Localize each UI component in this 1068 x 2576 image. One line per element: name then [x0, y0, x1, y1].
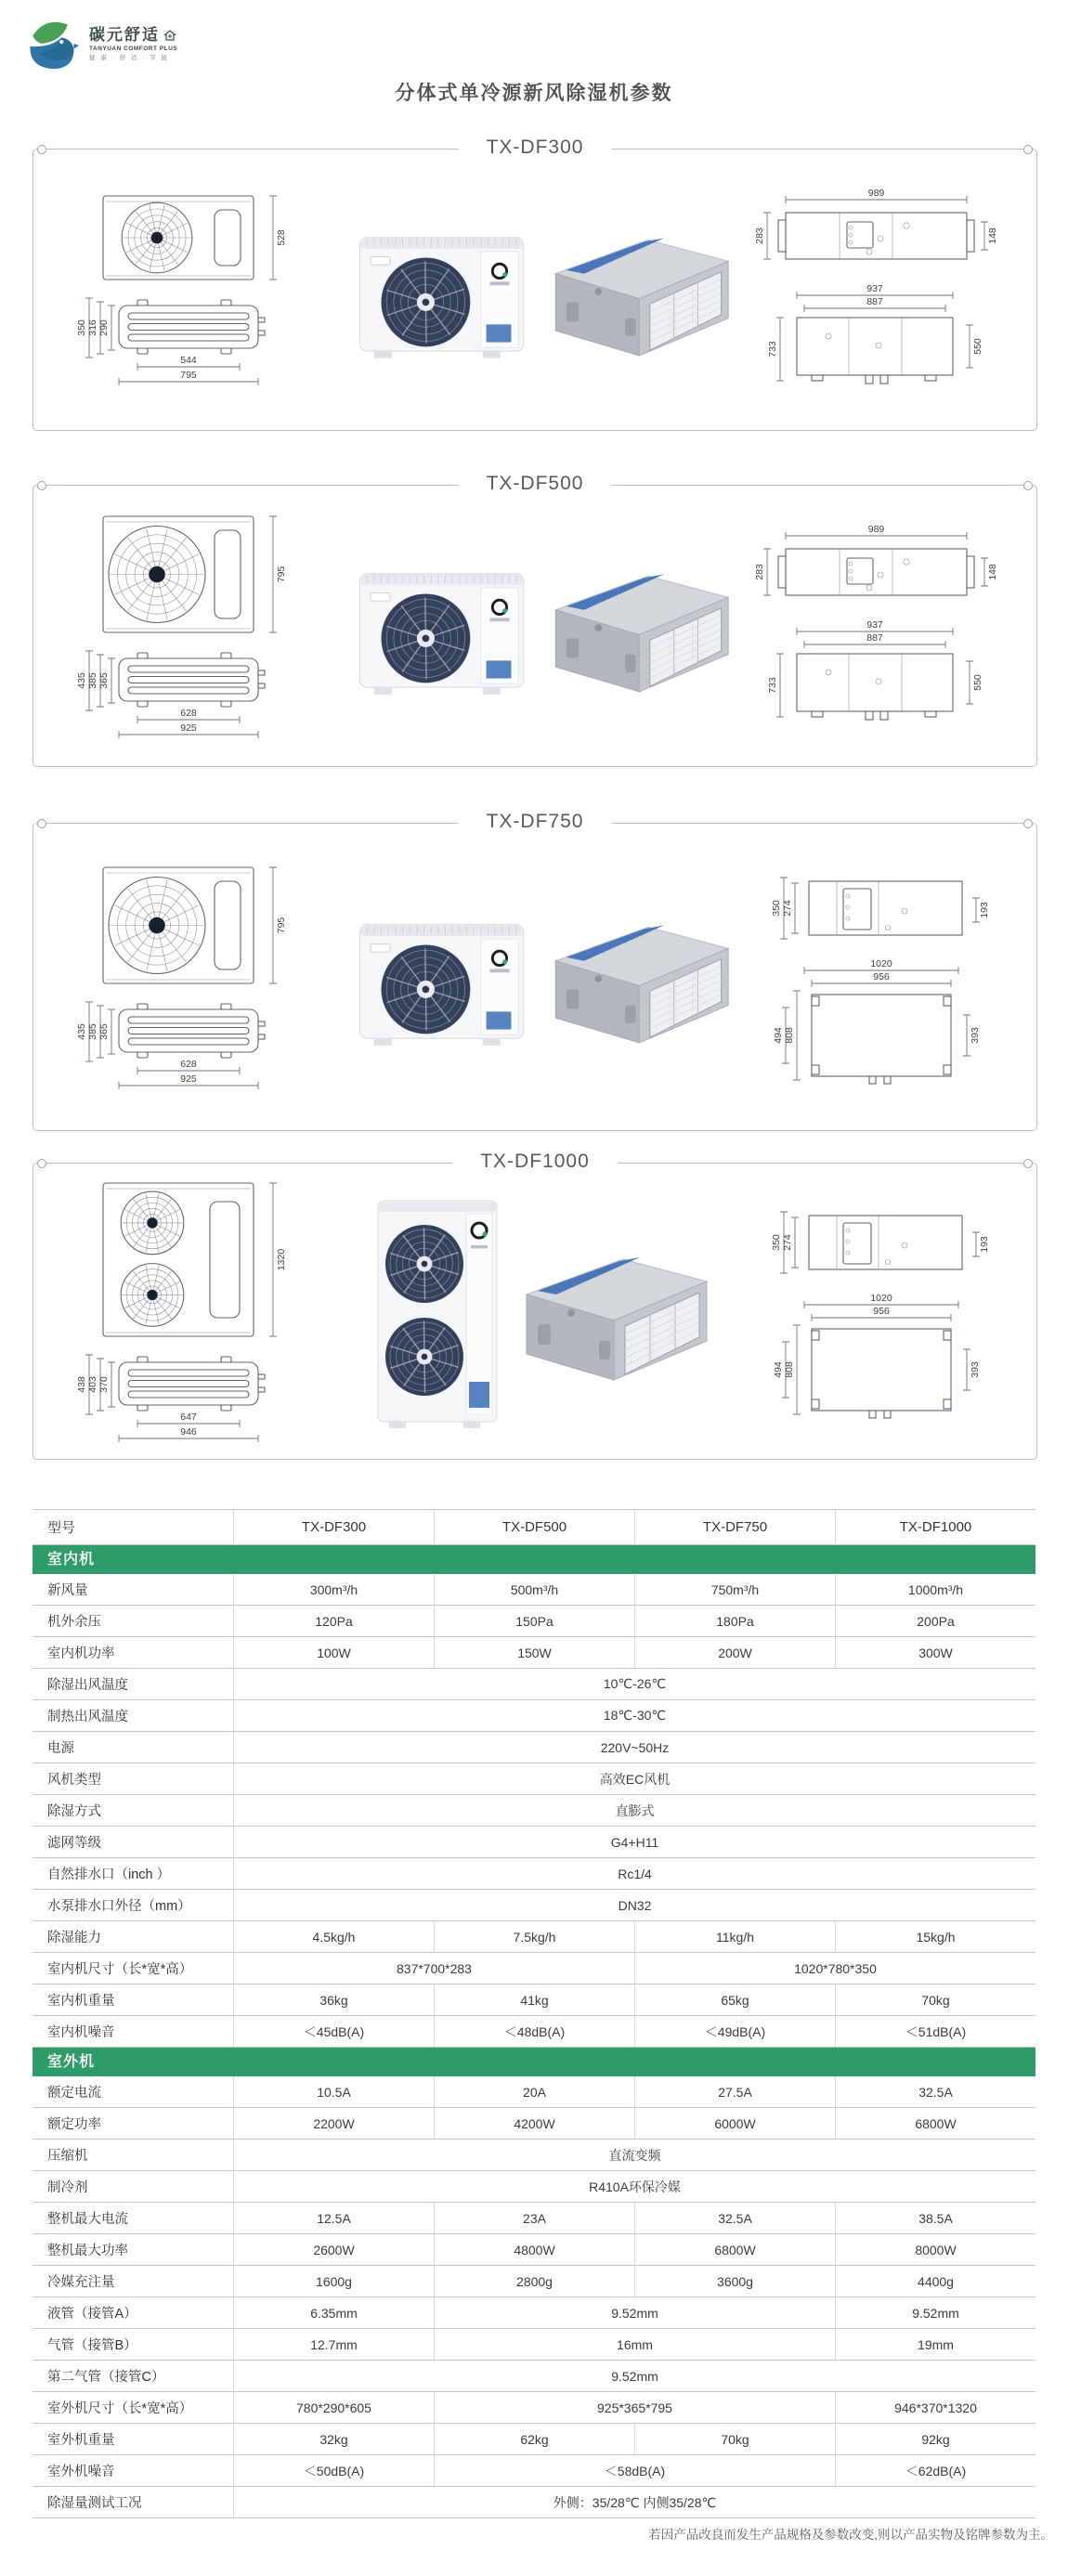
section-title: TX-DF300 — [459, 137, 612, 159]
table-row — [33, 2361, 1035, 2392]
svg-text:350: 350 — [771, 900, 782, 917]
product-photos — [349, 1191, 739, 1431]
row-label: 除湿方式 — [47, 1804, 101, 1819]
table-cell: 8000W — [835, 2234, 1035, 2265]
product-section-tx-df1000 — [33, 1151, 1037, 1460]
brand-tagline: 健 康 · 舒 适 · 节 能 — [89, 54, 169, 61]
table-cell: 2800g — [434, 2266, 634, 2296]
table-row — [33, 2392, 1035, 2424]
row-label: 液管（接管A） — [47, 2307, 137, 2322]
outdoor-drawings — [33, 189, 349, 391]
table-cell: 19mm — [835, 2329, 1035, 2360]
table-cell: 780*290*605 — [233, 2392, 434, 2423]
title-ornament-right — [1023, 145, 1033, 154]
table-cell: 外侧：35/28℃ 内侧35/28℃ — [233, 2487, 1035, 2517]
brand-name: 碳元舒适 — [89, 26, 160, 45]
svg-text:1320: 1320 — [276, 1248, 287, 1270]
header-logo — [22, 15, 177, 72]
section-title: TX-DF500 — [459, 473, 612, 495]
table-cell: 120Pa — [233, 1606, 434, 1636]
indoor-unit-photo — [540, 548, 739, 704]
table-cell: 925*365*795 — [434, 2392, 835, 2423]
table-cell: 3600g — [634, 2266, 835, 2296]
table-cell: 直膨式 — [233, 1795, 1035, 1826]
product-section-tx-df300 — [33, 137, 1037, 431]
svg-text:365: 365 — [98, 671, 110, 689]
table-row — [33, 2108, 1035, 2140]
table-cell: 15kg/h — [835, 1921, 1035, 1952]
svg-text:494: 494 — [773, 1361, 784, 1378]
indoor-drawings — [739, 523, 1018, 730]
svg-text:193: 193 — [979, 1236, 990, 1253]
svg-text:946: 946 — [180, 1425, 197, 1438]
table-cell: 946*370*1320 — [835, 2392, 1035, 2423]
svg-text:393: 393 — [970, 1027, 981, 1044]
svg-text:1020: 1020 — [870, 1294, 892, 1304]
row-label: 机外余压 — [47, 1615, 101, 1630]
product-photos — [349, 548, 739, 704]
table-cell: 200W — [634, 1637, 835, 1668]
row-label: 除湿量测试工况 — [47, 2496, 142, 2511]
outdoor-unit-drawing — [52, 1176, 331, 1448]
brand-subtitle: TANYUAN COMFORT PLUS — [89, 45, 178, 52]
outdoor-unit-drawing — [52, 509, 331, 744]
table-cell: 7.5kg/h — [434, 1921, 634, 1952]
table-row — [33, 1606, 1035, 1637]
outdoor-unit-photo — [349, 215, 534, 365]
table-cell: 62kg — [434, 2424, 634, 2454]
svg-text:393: 393 — [970, 1361, 981, 1378]
row-label: 室外机尺寸（长*宽*高） — [47, 2401, 193, 2416]
table-cell: 837*700*283 — [233, 1953, 634, 1984]
svg-text:647: 647 — [180, 1411, 197, 1423]
table-cell: 9.52mm — [835, 2297, 1035, 2328]
table-cell: 92kg — [835, 2424, 1035, 2454]
model-header-cell: TX-DF750 — [634, 1510, 835, 1544]
table-row — [33, 1858, 1035, 1890]
section-content — [33, 150, 1036, 430]
table-cell: ＜58dB(A) — [434, 2455, 835, 2486]
svg-text:795: 795 — [180, 370, 197, 381]
table-cell: 300m³/h — [233, 1574, 434, 1605]
table-cell: 70kg — [634, 2424, 835, 2454]
table-row — [33, 1732, 1035, 1763]
table-row — [33, 1669, 1035, 1700]
table-cell: 65kg — [634, 1984, 835, 2015]
row-label: 室内机尺寸（长*宽*高） — [47, 1962, 193, 1977]
outdoor-unit-drawing — [52, 189, 331, 391]
section-title: TX-DF1000 — [452, 1151, 618, 1173]
table-cell: 4200W — [434, 2108, 634, 2139]
svg-text:989: 989 — [867, 187, 885, 199]
outdoor-unit-drawing — [52, 860, 331, 1095]
model-header-cell: TX-DF1000 — [835, 1510, 1035, 1544]
table-cell: 6.35mm — [233, 2297, 434, 2328]
row-label: 型号 — [47, 1520, 76, 1536]
table-cell: 12.7mm — [233, 2329, 434, 2360]
brand-text-block — [89, 25, 177, 62]
outdoor-unit-photo — [349, 902, 534, 1052]
table-cell: 150Pa — [434, 1606, 634, 1636]
model-header-cell: TX-DF500 — [434, 1510, 634, 1544]
row-label: 制冷剂 — [47, 2180, 88, 2195]
row-label: 压缩机 — [47, 2149, 88, 2164]
title-ornament-right — [1023, 1159, 1033, 1168]
table-cell: 10.5A — [233, 2076, 434, 2107]
table-row — [33, 2266, 1035, 2297]
table-cell: 38.5A — [835, 2203, 1035, 2233]
table-cell: 16mm — [434, 2329, 835, 2360]
section-content — [33, 1164, 1036, 1459]
table-cell: ＜51dB(A) — [835, 2016, 1035, 2047]
row-label: 除湿能力 — [47, 1931, 101, 1945]
svg-text:937: 937 — [866, 619, 883, 631]
svg-text:494: 494 — [773, 1027, 784, 1044]
svg-text:550: 550 — [972, 673, 983, 691]
table-row — [33, 2076, 1035, 2108]
row-label: 整机最大功率 — [47, 2244, 128, 2258]
table-cell: 750m³/h — [634, 1574, 835, 1605]
footer-note: 若因产品改良而发生产品规格及参数改变,则以产品实物及铭牌参数为主。 — [648, 2528, 1053, 2542]
title-ornament-left — [37, 1159, 46, 1168]
table-row — [33, 2487, 1035, 2518]
table-row — [33, 1984, 1035, 2016]
table-cell: Rc1/4 — [233, 1858, 1035, 1889]
row-label: 新风量 — [47, 1583, 88, 1598]
svg-text:528: 528 — [276, 229, 287, 246]
svg-text:385: 385 — [87, 671, 98, 689]
section-title: TX-DF750 — [459, 811, 612, 833]
table-cell: 4.5kg/h — [233, 1921, 434, 1952]
svg-text:403: 403 — [87, 1375, 98, 1393]
table-cell: 500m³/h — [434, 1574, 634, 1605]
table-row — [33, 2234, 1035, 2266]
svg-text:370: 370 — [98, 1375, 110, 1393]
svg-text:350: 350 — [771, 1234, 782, 1251]
svg-text:925: 925 — [180, 1073, 197, 1085]
indoor-unit-front-drawing — [739, 620, 1018, 730]
svg-text:1020: 1020 — [870, 959, 892, 969]
table-cell: 100W — [233, 1637, 434, 1668]
svg-text:274: 274 — [782, 1234, 793, 1251]
row-label: 额定功率 — [47, 2117, 101, 2132]
row-label: 室内机功率 — [47, 1646, 115, 1661]
product-section-tx-df750 — [33, 811, 1037, 1131]
outdoor-drawings — [33, 1176, 349, 1448]
outdoor-unit-photo — [349, 551, 534, 701]
svg-text:283: 283 — [754, 227, 765, 244]
svg-text:733: 733 — [767, 676, 778, 694]
svg-text:795: 795 — [276, 917, 287, 933]
house-plus-icon — [163, 28, 177, 43]
table-row — [33, 1827, 1035, 1858]
table-row — [33, 1574, 1035, 1606]
table-cell: ＜48dB(A) — [434, 2016, 634, 2047]
section-banner: 室内机 — [33, 1545, 1035, 1574]
table-row — [33, 1953, 1035, 1984]
table-cell: 300W — [835, 1637, 1035, 1668]
section-banner: 室外机 — [33, 2048, 1035, 2076]
title-ornament-left — [37, 819, 46, 828]
table-row — [33, 2297, 1035, 2329]
row-label: 室外机重量 — [47, 2433, 115, 2448]
indoor-unit-side-drawing — [739, 865, 1018, 950]
indoor-unit-top-drawing — [739, 1294, 1018, 1424]
row-label: 室外机噪音 — [47, 2465, 115, 2479]
indoor-unit-top-drawing — [739, 959, 1018, 1089]
page-title: 分体式单冷源新风除湿机参数 — [395, 83, 673, 104]
table-cell: ＜45dB(A) — [233, 2016, 434, 2047]
indoor-drawings — [739, 187, 1018, 394]
svg-text:435: 435 — [76, 1022, 87, 1040]
svg-text:365: 365 — [98, 1022, 110, 1040]
table-row — [33, 2455, 1035, 2487]
indoor-unit-side-drawing — [739, 1199, 1018, 1284]
table-cell: 6800W — [634, 2234, 835, 2265]
table-row — [33, 1795, 1035, 1827]
svg-text:350: 350 — [76, 319, 87, 336]
product-photos — [349, 899, 739, 1055]
table-cell: 9.52mm — [233, 2361, 1035, 2391]
table-row — [33, 1700, 1035, 1732]
row-label: 冷媒充注量 — [47, 2275, 115, 2290]
svg-text:733: 733 — [767, 340, 778, 358]
table-row — [33, 1921, 1035, 1953]
row-label: 制热出风温度 — [47, 1710, 128, 1724]
row-label: 室内机重量 — [47, 1994, 115, 2009]
svg-text:628: 628 — [180, 1058, 197, 1070]
table-cell: ＜62dB(A) — [835, 2455, 1035, 2486]
product-photos — [349, 212, 739, 368]
table-cell: DN32 — [233, 1890, 1035, 1920]
table-cell: 直流变频 — [233, 2140, 1035, 2170]
section-content — [33, 486, 1036, 766]
table-row — [33, 2016, 1035, 2048]
table-cell: 10℃-26℃ — [233, 1669, 1035, 1699]
table-cell: 1600g — [233, 2266, 434, 2296]
indoor-unit-top-drawing — [739, 187, 1018, 275]
row-label: 自然排水口（inch ） — [47, 1867, 171, 1882]
row-label: 额定电流 — [47, 2086, 101, 2101]
table-cell: 18℃-30℃ — [233, 1700, 1035, 1731]
svg-text:316: 316 — [87, 319, 98, 336]
table-cell: G4+H11 — [233, 1827, 1035, 1857]
indoor-drawings — [739, 1199, 1018, 1424]
svg-text:808: 808 — [784, 1361, 795, 1378]
svg-text:628: 628 — [180, 707, 197, 719]
title-ornament-left — [37, 145, 46, 154]
table-cell: 27.5A — [634, 2076, 835, 2107]
table-cell: 20A — [434, 2076, 634, 2107]
section-content — [33, 824, 1036, 1130]
svg-text:148: 148 — [987, 227, 998, 244]
svg-text:544: 544 — [180, 355, 197, 366]
indoor-unit-photo — [510, 1233, 718, 1389]
table-row — [33, 2424, 1035, 2455]
table-cell: ＜50dB(A) — [233, 2455, 434, 2486]
svg-text:925: 925 — [180, 722, 197, 734]
svg-text:887: 887 — [866, 631, 883, 644]
svg-text:795: 795 — [276, 566, 287, 582]
title-ornament-right — [1023, 819, 1033, 828]
svg-text:274: 274 — [782, 900, 793, 917]
svg-text:956: 956 — [873, 971, 890, 982]
model-header-cell: TX-DF300 — [233, 1510, 434, 1544]
indoor-unit-photo — [540, 899, 739, 1055]
table-cell: 9.52mm — [434, 2297, 835, 2328]
row-label: 滤网等级 — [47, 1836, 101, 1851]
table-cell: 4800W — [434, 2234, 634, 2265]
table-row — [33, 2329, 1035, 2361]
table-row — [33, 1763, 1035, 1795]
table-row — [33, 2171, 1035, 2203]
outdoor-drawings — [33, 860, 349, 1095]
table-cell: 41kg — [434, 1984, 634, 2015]
svg-text:550: 550 — [972, 337, 983, 355]
indoor-unit-top-drawing — [739, 523, 1018, 611]
table-cell: 150W — [434, 1637, 634, 1668]
table-cell: 32.5A — [634, 2203, 835, 2233]
row-label: 风机类型 — [47, 1773, 101, 1788]
table-cell: 1000m³/h — [835, 1574, 1035, 1605]
table-cell: 32kg — [233, 2424, 434, 2454]
indoor-unit-front-drawing — [739, 284, 1018, 394]
table-header-row — [33, 1510, 1035, 1545]
title-ornament-left — [37, 481, 46, 490]
brand-mark-icon — [22, 15, 80, 72]
table-cell: 200Pa — [835, 1606, 1035, 1636]
row-label: 电源 — [47, 1741, 74, 1756]
product-section-tx-df500 — [33, 473, 1037, 767]
table-cell: 220V~50Hz — [233, 1732, 1035, 1763]
indoor-unit-photo — [540, 212, 739, 368]
svg-text:438: 438 — [76, 1375, 87, 1393]
table-cell: ＜49dB(A) — [634, 2016, 835, 2047]
table-cell: 1020*780*350 — [634, 1953, 1035, 1984]
row-label: 气管（接管B） — [47, 2338, 137, 2353]
table-cell: 6800W — [835, 2108, 1035, 2139]
table-cell: 70kg — [835, 1984, 1035, 2015]
table-cell: 11kg/h — [634, 1921, 835, 1952]
table-cell: 2200W — [233, 2108, 434, 2139]
svg-text:290: 290 — [98, 319, 110, 336]
table-cell: 6000W — [634, 2108, 835, 2139]
svg-text:193: 193 — [979, 902, 990, 918]
table-cell: 180Pa — [634, 1606, 835, 1636]
row-label: 整机最大电流 — [47, 2212, 128, 2227]
outdoor-drawings — [33, 509, 349, 744]
table-cell: 高效EC风机 — [233, 1763, 1035, 1794]
table-cell: 32.5A — [835, 2076, 1035, 2107]
indoor-drawings — [739, 865, 1018, 1089]
svg-text:956: 956 — [873, 1306, 890, 1317]
row-label: 除湿出风温度 — [47, 1678, 128, 1693]
svg-text:937: 937 — [866, 283, 883, 294]
svg-text:148: 148 — [987, 563, 998, 580]
svg-text:989: 989 — [867, 523, 885, 535]
svg-text:385: 385 — [87, 1022, 98, 1040]
table-row — [33, 2203, 1035, 2234]
svg-text:435: 435 — [76, 671, 87, 689]
row-label: 室内机噪音 — [47, 2025, 115, 2040]
svg-text:887: 887 — [866, 295, 883, 307]
table-cell: 23A — [434, 2203, 634, 2233]
row-label: 第二气管（接管C） — [47, 2370, 165, 2385]
table-cell: 36kg — [233, 1984, 434, 2015]
svg-text:808: 808 — [784, 1027, 795, 1044]
table-row — [33, 1637, 1035, 1669]
spec-table — [33, 1509, 1035, 2518]
svg-text:283: 283 — [754, 563, 765, 580]
title-ornament-right — [1023, 481, 1033, 490]
table-row — [33, 1890, 1035, 1921]
outdoor-unit-photo — [371, 1191, 504, 1431]
table-row — [33, 2140, 1035, 2171]
row-label: 水泵排水口外径（mm） — [47, 1899, 191, 1914]
table-cell: 2600W — [233, 2234, 434, 2265]
table-cell: 12.5A — [233, 2203, 434, 2233]
table-cell: R410A环保冷媒 — [233, 2171, 1035, 2202]
table-cell: 4400g — [835, 2266, 1035, 2296]
